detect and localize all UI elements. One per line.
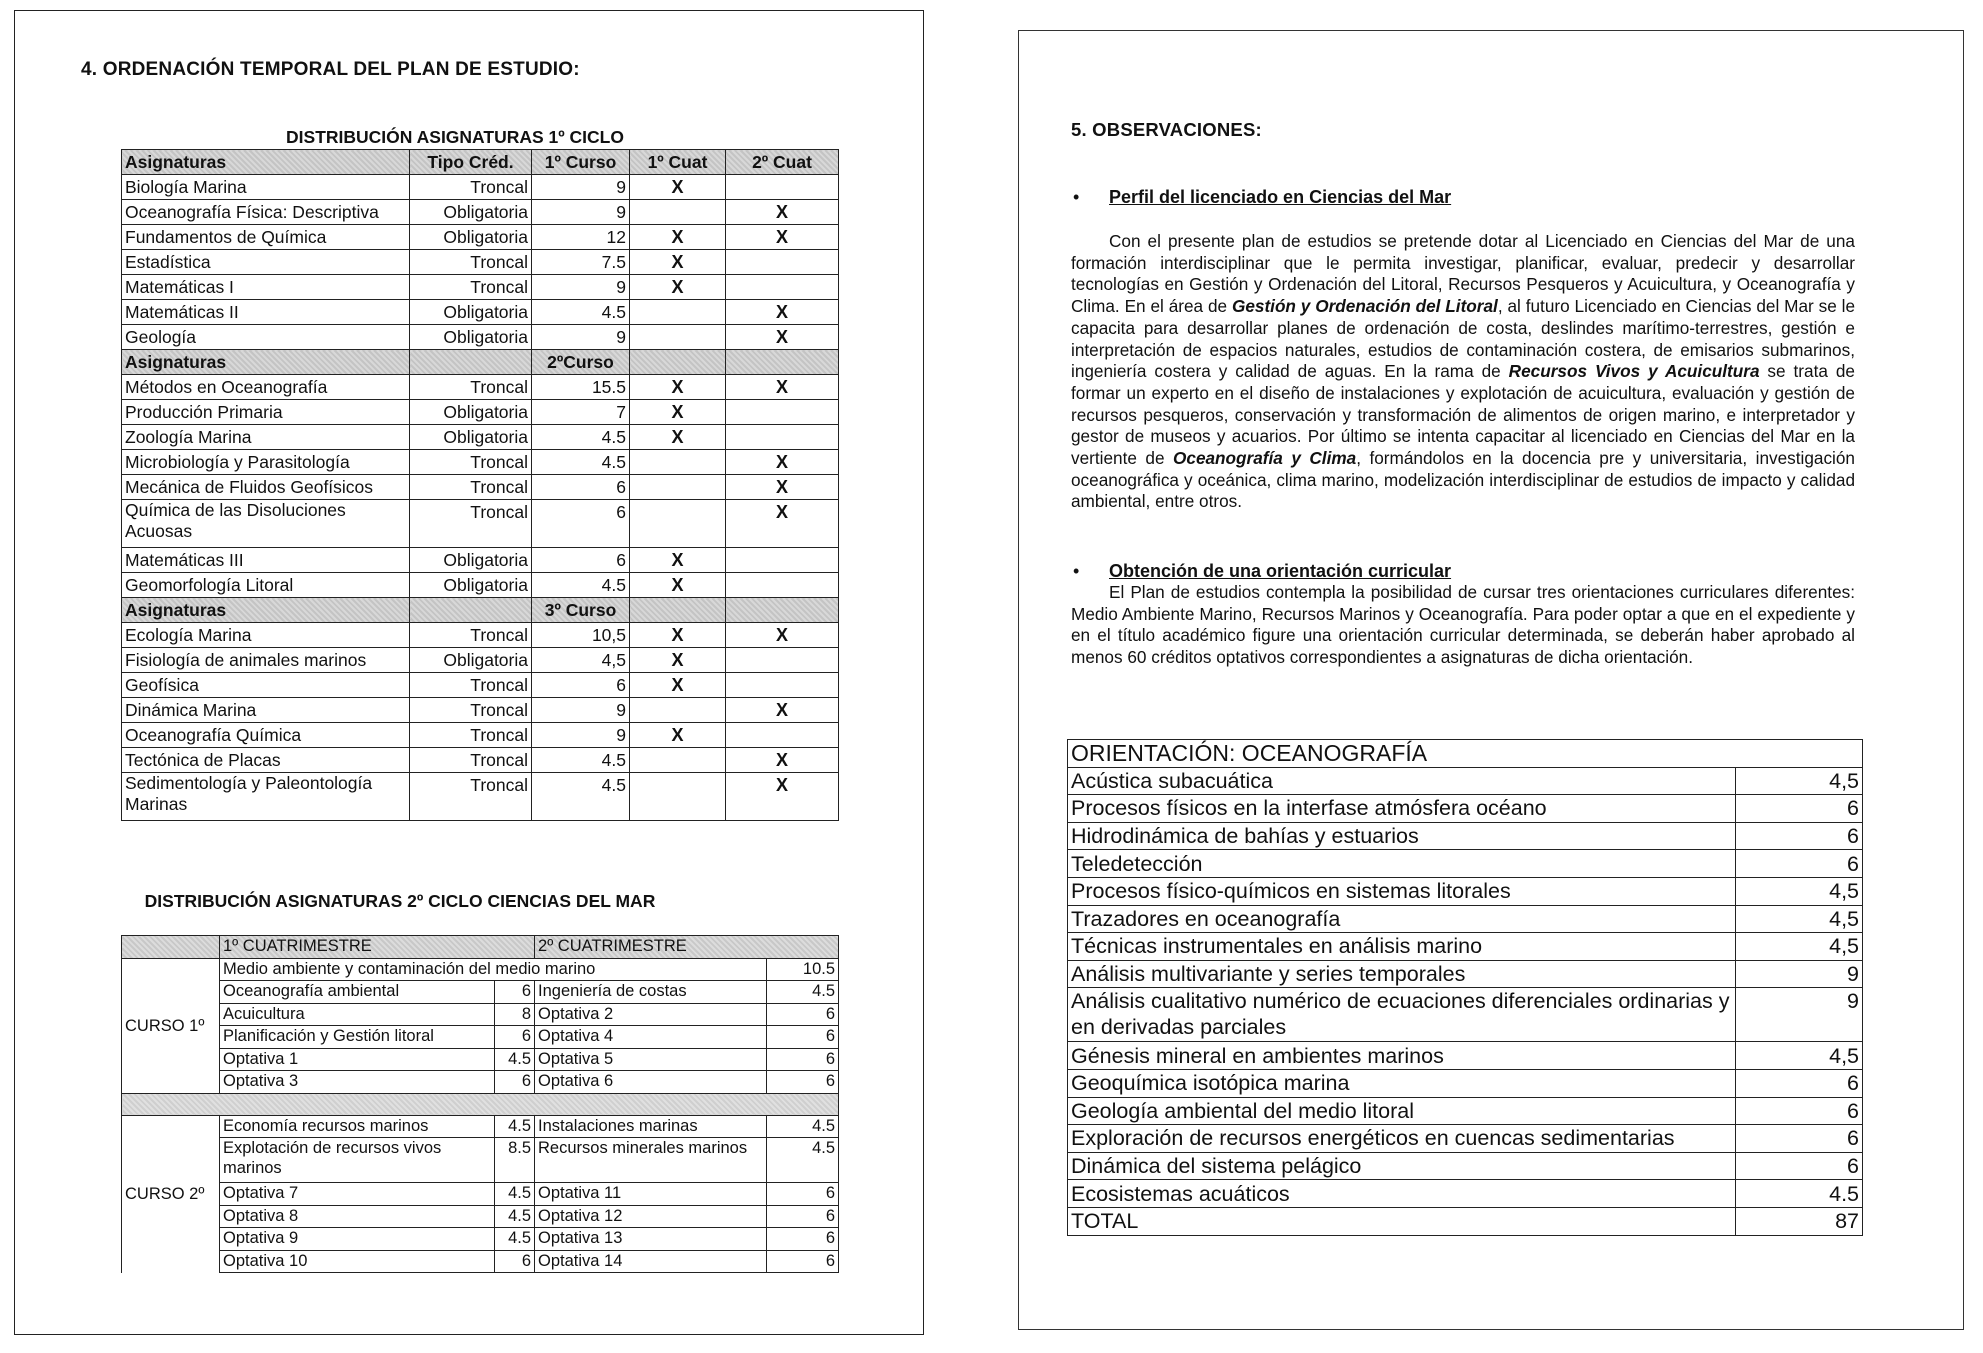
- table-row: [122, 548, 839, 573]
- section-title-observaciones: 5. OBSERVACIONES:: [1071, 119, 1262, 140]
- subject-cuat2: Ingeniería de costas: [535, 981, 767, 1004]
- subject-cuat1: Optativa 3: [220, 1071, 495, 1094]
- credit-type: Obligatoria: [410, 548, 532, 573]
- subject-name: Fisiología de animales marinos: [122, 648, 410, 673]
- cuat1-mark: [630, 450, 726, 475]
- bullet-dot-icon: •: [1073, 187, 1080, 207]
- year-header-blank: [630, 598, 726, 623]
- cuat1-mark: X: [630, 548, 726, 573]
- credits: 7.5: [532, 250, 630, 275]
- year-header-blank: [726, 350, 839, 375]
- subject-cuat2: Instalaciones marinas: [535, 1115, 767, 1138]
- subject-cuat1: Acuicultura: [220, 1003, 495, 1026]
- subject-name: Procesos físicos en la interfase atmósfera océano: [1068, 795, 1736, 823]
- credits: 9: [1736, 988, 1863, 1042]
- total-value: 87: [1736, 1207, 1863, 1235]
- credits-cuat1: 6: [495, 981, 535, 1004]
- subject-name: Análisis multivariante y series temporales: [1068, 960, 1736, 988]
- credits: 12: [532, 225, 630, 250]
- table-row: [122, 1071, 839, 1094]
- cuat2-mark: [726, 275, 839, 300]
- table-row: [122, 1205, 839, 1228]
- subject-name: Dinámica del sistema pelágico: [1068, 1152, 1736, 1180]
- table-row: [122, 325, 839, 350]
- credits-cuat2: 4.5: [767, 1115, 839, 1138]
- subject-name: Geomorfología Litoral: [122, 573, 410, 598]
- subject-name: Producción Primaria: [122, 400, 410, 425]
- credits: 4.5: [532, 425, 630, 450]
- cuat2-mark: X: [726, 773, 839, 821]
- subject-name: Geofísica: [122, 673, 410, 698]
- credits: 4.5: [1736, 1180, 1863, 1208]
- perfil-text-3: se trata de formar un experto en el diseño de instalaciones y explotación de acuicultura, evaluación y gestión de recursos pesqueros, conservación y transformación de alimentos de origen marino, e interpretador y gestor de museos y acuarios. Por último se intenta capacitar al licenciado en Ciencias del Mar en la vertiente de: [1071, 361, 1855, 469]
- credits-cuat1: 6: [495, 1026, 535, 1049]
- table-row: [122, 200, 839, 225]
- table-row: [122, 1003, 839, 1026]
- perfil-text-4: , formándolos en la docencia pre y universitaria, investigación oceanográfica y oceánica, clima marino, modelización interdisciplinar de estudios de impacto y calidad ambiental, entre otros.: [1071, 448, 1855, 512]
- subject-cuat2: Optativa 2: [535, 1003, 767, 1026]
- subject-name: Génesis mineral en ambientes marinos: [1068, 1042, 1736, 1070]
- credits: 15.5: [532, 375, 630, 400]
- credits: 4,5: [1736, 767, 1863, 795]
- subject-cuat1: Optativa 8: [220, 1205, 495, 1228]
- credits: 4,5: [1736, 933, 1863, 961]
- credits: 4.5: [532, 773, 630, 821]
- perfil-text-1: Con el presente plan de estudios se pretende dotar al Licenciado en Ciencias del Mar de una formación interdisciplinar que le permita investigar, planificar, evaluar, predecir y desarrollar tecnologías en Gestión y Ordenación del Litoral, Recursos Pesqueros y Acuicultura, y Oceanografía y Clima. En el área de: [1071, 231, 1855, 317]
- credits: 4,5: [532, 648, 630, 673]
- credits: 9: [532, 698, 630, 723]
- table-row: [122, 500, 839, 548]
- credits-cuat1: 4.5: [495, 1048, 535, 1071]
- orientacion-paragraph: [1071, 582, 1855, 669]
- credits: 9: [532, 200, 630, 225]
- subject-name: Oceanografía Química: [122, 723, 410, 748]
- credits-cuat2: 4.5: [767, 981, 839, 1004]
- column-header: Asignaturas: [122, 150, 410, 175]
- table-row: [1068, 1180, 1863, 1208]
- table-row: [122, 475, 839, 500]
- table-row: [1068, 1042, 1863, 1070]
- credit-type: Obligatoria: [410, 573, 532, 598]
- cuat1-mark: [630, 698, 726, 723]
- cuat1-mark: [630, 300, 726, 325]
- credits-cuat1: 6: [495, 1071, 535, 1094]
- subject-name: Tectónica de Placas: [122, 748, 410, 773]
- credits: 6: [1736, 822, 1863, 850]
- annual-subject: Medio ambiente y contaminación del medio marino: [220, 958, 767, 981]
- credits: 9: [532, 275, 630, 300]
- table-row: [1068, 988, 1863, 1042]
- credit-type: Troncal: [410, 275, 532, 300]
- section-title-ordenacion: 4. ORDENACIÓN TEMPORAL DEL PLAN DE ESTUDIO:: [81, 59, 580, 80]
- credit-type: Troncal: [410, 673, 532, 698]
- credits: 10,5: [532, 623, 630, 648]
- year-header-blank: [410, 350, 532, 375]
- perfil-emphasis-oceanografia: Oceanografía y Clima: [1173, 448, 1357, 469]
- credits: 6: [1736, 1097, 1863, 1125]
- table-row: [122, 1026, 839, 1049]
- table-row: [122, 623, 839, 648]
- credit-type: Troncal: [410, 375, 532, 400]
- credits: 4.5: [532, 748, 630, 773]
- cuat1-mark: [630, 773, 726, 821]
- credits: 6: [1736, 1152, 1863, 1180]
- total-row: [1068, 1207, 1863, 1235]
- cuat1-mark: X: [630, 723, 726, 748]
- cycle1-title: DISTRIBUCIÓN ASIGNATURAS 1º CICLO: [286, 127, 624, 147]
- table-row: [122, 1138, 839, 1183]
- subject-cuat2: Recursos minerales marinos: [535, 1138, 767, 1183]
- table-row: [122, 748, 839, 773]
- credits: 9: [532, 723, 630, 748]
- subject-cuat2: Optativa 11: [535, 1183, 767, 1206]
- table-row: [1068, 767, 1863, 795]
- subject-cuat1: Optativa 10: [220, 1250, 495, 1273]
- credits-cuat1: 6: [495, 1250, 535, 1273]
- table-row: [1068, 877, 1863, 905]
- credits-cuat2: 6: [767, 1228, 839, 1251]
- table-row: [122, 425, 839, 450]
- orientation-title: ORIENTACIÓN: OCEANOGRAFÍA: [1068, 740, 1863, 768]
- credits: 6: [1736, 1125, 1863, 1153]
- year-header-row: [122, 350, 839, 375]
- credit-type: Troncal: [410, 475, 532, 500]
- orientation-table: [1067, 739, 1863, 1236]
- subject-name: Métodos en Oceanografía: [122, 375, 410, 400]
- cuat1-mark: X: [630, 175, 726, 200]
- credit-type: Obligatoria: [410, 325, 532, 350]
- credits-cuat1: 4.5: [495, 1115, 535, 1138]
- table-row: [122, 981, 839, 1004]
- year-header-curso: 2ºCurso: [532, 350, 630, 375]
- credits: 7: [532, 400, 630, 425]
- table-row: [1068, 933, 1863, 961]
- table-row: [1068, 822, 1863, 850]
- cuat1-mark: X: [630, 425, 726, 450]
- subject-name: Dinámica Marina: [122, 698, 410, 723]
- year-header-blank: [630, 350, 726, 375]
- subject-name: Geología ambiental del medio litoral: [1068, 1097, 1736, 1125]
- table-row: [1068, 1125, 1863, 1153]
- table-row: [122, 250, 839, 275]
- table-row: [1068, 1152, 1863, 1180]
- perfil-emphasis-recursos: Recursos Vivos y Acuicultura: [1508, 361, 1760, 382]
- credits: 4.5: [532, 300, 630, 325]
- subject-name: Geología: [122, 325, 410, 350]
- left-page: [14, 10, 924, 1335]
- credits-cuat2: 6: [767, 1071, 839, 1094]
- credits: 9: [1736, 960, 1863, 988]
- cuat1-mark: X: [630, 225, 726, 250]
- cuat2-mark: [726, 425, 839, 450]
- subject-cuat2: Optativa 13: [535, 1228, 767, 1251]
- subject-name: Acústica subacuática: [1068, 767, 1736, 795]
- column-header: 1º Cuat: [630, 150, 726, 175]
- subject-name: Trazadores en oceanografía: [1068, 905, 1736, 933]
- subject-name: Matemáticas I: [122, 275, 410, 300]
- credits: 4,5: [1736, 877, 1863, 905]
- header-cuatrimestre-2: 2º CUATRIMESTRE: [535, 936, 839, 959]
- credits-cuat2: 6: [767, 1003, 839, 1026]
- subject-cuat1: Optativa 9: [220, 1228, 495, 1251]
- perfil-text-2: , al futuro Licenciado en Ciencias del Mar se le capacita para desarrollar planes de ordenación de costa, deslindes marítimo-terrestres, gestión e interpretación de espacios naturales, estudios de contaminación costera, de emisarios submarinos, ingeniería costera y calidad de aguas. En la rama de: [1071, 296, 1856, 382]
- table-row: [1068, 850, 1863, 878]
- cuat1-mark: [630, 475, 726, 500]
- table-row: [122, 225, 839, 250]
- table-row: [122, 1048, 839, 1071]
- table-row: [122, 958, 839, 981]
- column-header: 2º Cuat: [726, 150, 839, 175]
- credits-cuat2: 6: [767, 1048, 839, 1071]
- perfil-emphasis-gestion: Gestión y Ordenación del Litoral: [1231, 296, 1498, 317]
- subject-name: Hidrodinámica de bahías y estuarios: [1068, 822, 1736, 850]
- table-row: [122, 1250, 839, 1273]
- table-row: [122, 673, 839, 698]
- subject-name: Análisis cualitativo numérico de ecuaciones diferenciales ordinarias y en derivadas parciales: [1068, 988, 1736, 1042]
- credits: 6: [532, 673, 630, 698]
- year-header-curso: 3º Curso: [532, 598, 630, 623]
- cuat2-mark: X: [726, 500, 839, 548]
- cuat1-mark: X: [630, 375, 726, 400]
- table-row: [122, 450, 839, 475]
- subject-cuat2: Optativa 14: [535, 1250, 767, 1273]
- credit-type: Troncal: [410, 723, 532, 748]
- subject-name: Mecánica de Fluidos Geofísicos: [122, 475, 410, 500]
- subject-name: Estadística: [122, 250, 410, 275]
- credits: 6: [1736, 1069, 1863, 1097]
- subject-name: Microbiología y Parasitología: [122, 450, 410, 475]
- subject-name: Técnicas instrumentales en análisis marino: [1068, 933, 1736, 961]
- table-row: [122, 275, 839, 300]
- cuat2-mark: X: [726, 300, 839, 325]
- cuat2-mark: [726, 175, 839, 200]
- column-header: Tipo Créd.: [410, 150, 532, 175]
- credit-type: Troncal: [410, 175, 532, 200]
- table-row: [1068, 1069, 1863, 1097]
- cuat2-mark: X: [726, 200, 839, 225]
- credits: 6: [532, 548, 630, 573]
- subject-name: Fundamentos de Química: [122, 225, 410, 250]
- subject-name: Procesos físico-químicos en sistemas litorales: [1068, 877, 1736, 905]
- curso-label: CURSO 2º: [122, 1115, 220, 1273]
- cuat2-mark: X: [726, 450, 839, 475]
- cuat1-mark: X: [630, 673, 726, 698]
- credits: 6: [1736, 795, 1863, 823]
- cuat2-mark: [726, 250, 839, 275]
- cuat2-mark: [726, 723, 839, 748]
- table-row: [122, 375, 839, 400]
- cuat2-mark: [726, 648, 839, 673]
- credits: 6: [1736, 850, 1863, 878]
- credits: 4.5: [532, 450, 630, 475]
- year-header-row: [122, 598, 839, 623]
- subject-cuat2: Optativa 4: [535, 1026, 767, 1049]
- credits-cuat1: 8: [495, 1003, 535, 1026]
- credit-type: Obligatoria: [410, 400, 532, 425]
- credit-type: Troncal: [410, 773, 532, 821]
- credits: 4,5: [1736, 1042, 1863, 1070]
- credits: 6: [532, 500, 630, 548]
- curso-label: CURSO 1º: [122, 958, 220, 1093]
- separator-row: [122, 1093, 839, 1115]
- subject-name: Biología Marina: [122, 175, 410, 200]
- cuat2-mark: X: [726, 623, 839, 648]
- table-row: [1068, 905, 1863, 933]
- cycle2-title: DISTRIBUCIÓN ASIGNATURAS 2º CICLO CIENCIAS DEL MAR: [144, 891, 656, 911]
- subject-name: Geoquímica isotópica marina: [1068, 1069, 1736, 1097]
- cuat2-mark: X: [726, 748, 839, 773]
- cuat2-mark: [726, 548, 839, 573]
- orientacion-text: El Plan de estudios contempla la posibilidad de cursar tres orientaciones curriculares diferentes: Medio Ambiente Marino, Recursos Marinos y Oceanografía. Para poder optar a que en el expediente y en el título académico figure una orientación curricular determinada, se deberán haber aprobado al menos 60 créditos optativos correspondientes a asignaturas de dicha orientación.: [1071, 582, 1855, 668]
- cuat2-mark: [726, 573, 839, 598]
- cuat2-mark: X: [726, 698, 839, 723]
- total-label: TOTAL: [1068, 1207, 1736, 1235]
- table-title-row: [1068, 740, 1863, 768]
- credits: 6: [532, 475, 630, 500]
- subject-cuat1: Economía recursos marinos: [220, 1115, 495, 1138]
- credit-type: Troncal: [410, 623, 532, 648]
- subject-name: Ecología Marina: [122, 623, 410, 648]
- credits: 9: [532, 325, 630, 350]
- cuat1-mark: X: [630, 623, 726, 648]
- credit-type: Troncal: [410, 500, 532, 548]
- subject-name: Oceanografía Física: Descriptiva: [122, 200, 410, 225]
- credits-cuat2: 6: [767, 1026, 839, 1049]
- cuat2-mark: X: [726, 325, 839, 350]
- cuat2-mark: X: [726, 475, 839, 500]
- table-row: [122, 400, 839, 425]
- cuat1-mark: X: [630, 275, 726, 300]
- table-row: [122, 573, 839, 598]
- cycle1-table: [121, 149, 839, 821]
- subject-name: Zoología Marina: [122, 425, 410, 450]
- table-row: [122, 648, 839, 673]
- cuat2-mark: [726, 400, 839, 425]
- year-header-label: Asignaturas: [122, 350, 410, 375]
- subject-cuat1: Planificación y Gestión litoral: [220, 1026, 495, 1049]
- year-header-label: Asignaturas: [122, 598, 410, 623]
- subject-cuat1: Explotación de recursos vivos marinos: [220, 1138, 495, 1183]
- year-header-blank: [726, 598, 839, 623]
- cycle2-table: [121, 935, 839, 1273]
- table-row: [1068, 1097, 1863, 1125]
- credit-type: Obligatoria: [410, 200, 532, 225]
- cuat1-mark: [630, 748, 726, 773]
- credits-cuat1: 4.5: [495, 1183, 535, 1206]
- credit-type: Obligatoria: [410, 300, 532, 325]
- table-row: [122, 1115, 839, 1138]
- cuat1-mark: [630, 200, 726, 225]
- cuat2-mark: X: [726, 225, 839, 250]
- bullet-orientacion-title: Obtención de una orientación curricular: [1109, 561, 1452, 581]
- year-header-blank: [410, 598, 532, 623]
- subject-name: Sedimentología y Paleontología Marinas: [122, 773, 410, 821]
- cuat1-mark: X: [630, 573, 726, 598]
- subject-name: Ecosistemas acuáticos: [1068, 1180, 1736, 1208]
- header-blank: [122, 936, 220, 959]
- cuat1-mark: X: [630, 648, 726, 673]
- subject-cuat1: Optativa 7: [220, 1183, 495, 1206]
- table-header-row: [122, 150, 839, 175]
- bullet-perfil-title: Perfil del licenciado en Ciencias del Mar: [1109, 187, 1452, 207]
- credits: 4,5: [1736, 905, 1863, 933]
- credits: 4.5: [532, 573, 630, 598]
- credit-type: Obligatoria: [410, 225, 532, 250]
- subject-cuat2: Optativa 12: [535, 1205, 767, 1228]
- cuat1-mark: [630, 325, 726, 350]
- cuat1-mark: X: [630, 250, 726, 275]
- cuat1-mark: X: [630, 400, 726, 425]
- table-row: [122, 723, 839, 748]
- table-row: [1068, 795, 1863, 823]
- credits: 9: [532, 175, 630, 200]
- credits-cuat2: 4.5: [767, 1138, 839, 1183]
- table-header-row: [122, 936, 839, 959]
- credits-cuat1: 8.5: [495, 1138, 535, 1183]
- credit-type: Troncal: [410, 698, 532, 723]
- subject-name: Química de las Disoluciones Acuosas: [122, 500, 410, 548]
- annual-credits: 10.5: [767, 958, 839, 981]
- subject-cuat2: Optativa 5: [535, 1048, 767, 1071]
- table-row: [122, 300, 839, 325]
- subject-cuat1: Optativa 1: [220, 1048, 495, 1071]
- cuat2-mark: [726, 673, 839, 698]
- separator-cell: [122, 1093, 839, 1115]
- subject-name: Exploración de recursos energéticos en cuencas sedimentarias: [1068, 1125, 1736, 1153]
- header-cuatrimestre-1: 1º CUATRIMESTRE: [220, 936, 535, 959]
- credits-cuat2: 6: [767, 1250, 839, 1273]
- right-page: [1018, 30, 1964, 1330]
- credit-type: Obligatoria: [410, 648, 532, 673]
- subject-name: Matemáticas III: [122, 548, 410, 573]
- subject-name: Teledetección: [1068, 850, 1736, 878]
- subject-name: Matemáticas II: [122, 300, 410, 325]
- credit-type: Troncal: [410, 250, 532, 275]
- cuat1-mark: [630, 500, 726, 548]
- credit-type: Troncal: [410, 450, 532, 475]
- credits-cuat1: 4.5: [495, 1205, 535, 1228]
- table-row: [1068, 960, 1863, 988]
- table-row: [122, 773, 839, 821]
- credits-cuat1: 4.5: [495, 1228, 535, 1251]
- perfil-paragraph: [1071, 231, 1855, 513]
- table-row: [122, 698, 839, 723]
- subject-cuat2: Optativa 6: [535, 1071, 767, 1094]
- table-row: [122, 175, 839, 200]
- subject-cuat1: Oceanografía ambiental: [220, 981, 495, 1004]
- table-row: [122, 1183, 839, 1206]
- credits-cuat2: 6: [767, 1183, 839, 1206]
- credit-type: Obligatoria: [410, 425, 532, 450]
- table-row: [122, 1228, 839, 1251]
- cuat2-mark: X: [726, 375, 839, 400]
- column-header: 1º Curso: [532, 150, 630, 175]
- bullet-dot-icon: •: [1073, 561, 1080, 581]
- credits-cuat2: 6: [767, 1205, 839, 1228]
- credit-type: Troncal: [410, 748, 532, 773]
